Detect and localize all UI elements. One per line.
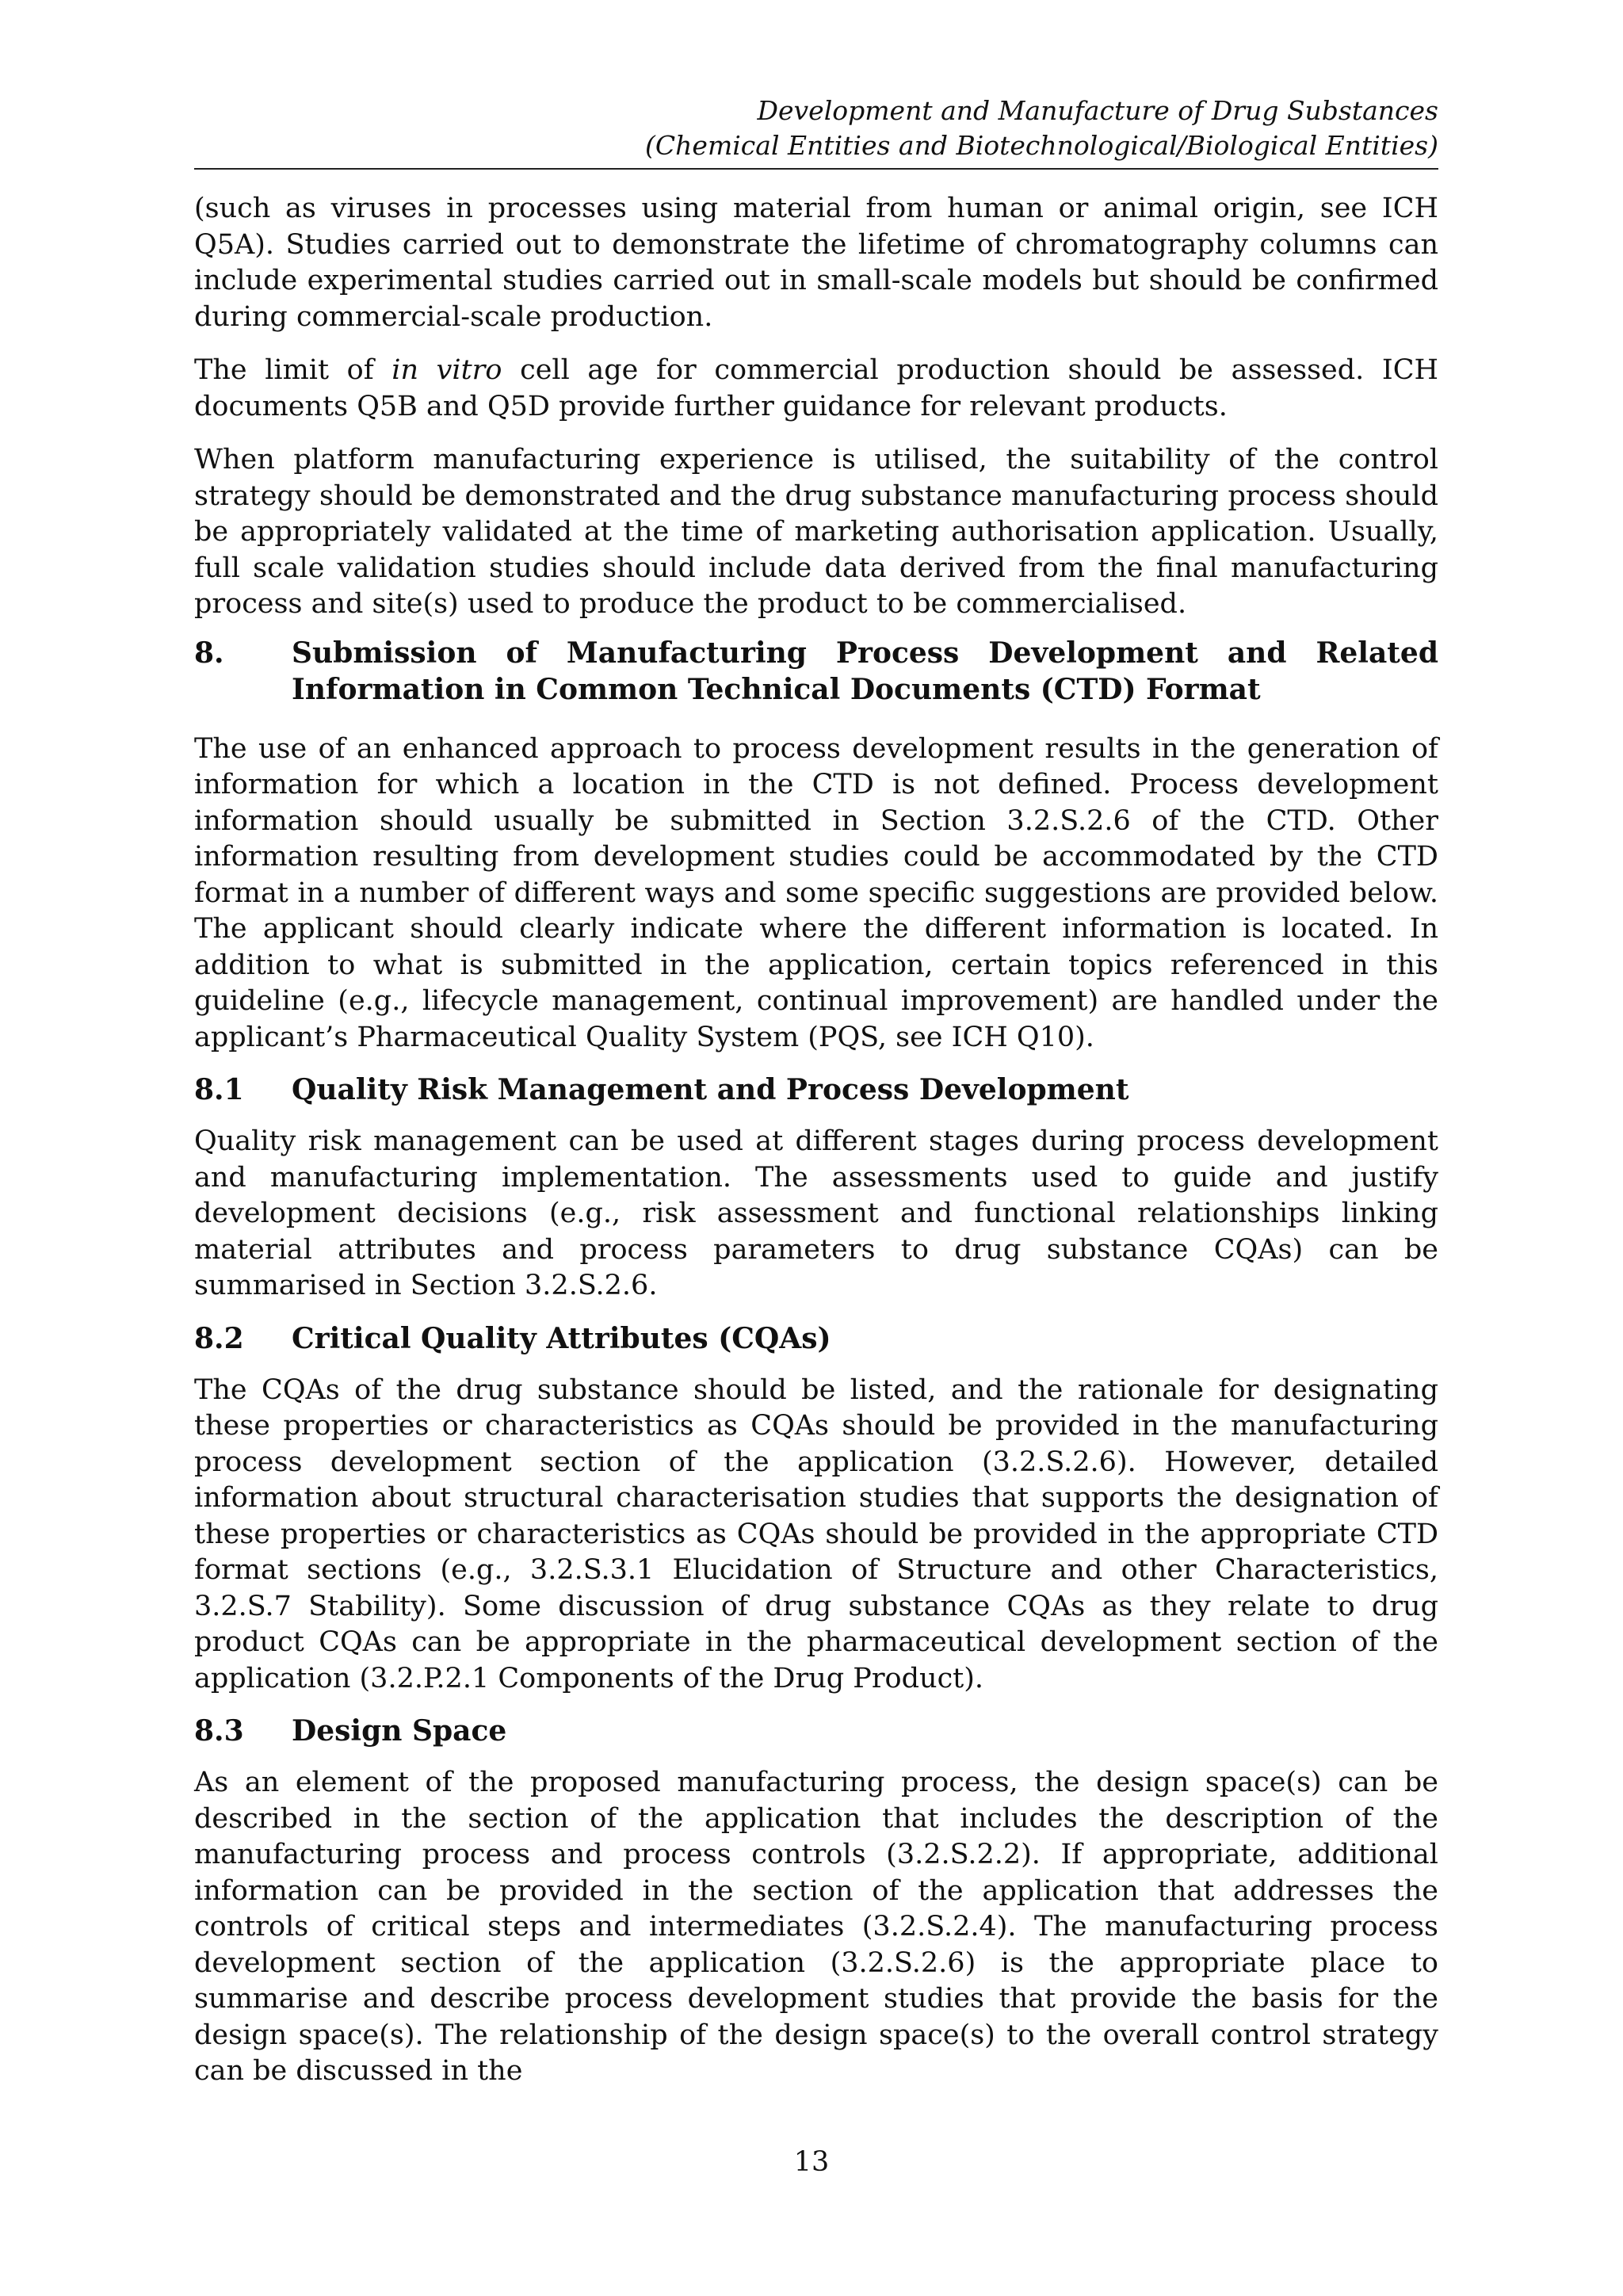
section-8-heading [194,635,1438,708]
header-line-1: Development and Manufacture of Drug Substances [757,95,1438,126]
intro-paragraph-1: (such as viruses in processes using material from human or animal origin, see ICH Q5A). Studies carried out to demonstrate the lifetime of chromatography columns can include experimental studies carried out in small-scale models but should be confirmed during commercial-scale production. [194,193,1438,333]
document-page [194,94,1438,2090]
running-header [194,94,1438,170]
section-8-2-title: Critical Quality Attributes (CQAs) [292,1321,831,1355]
section-8-3-title: Design Space [292,1714,507,1748]
section-8-3-heading [194,1713,1438,1749]
intro-paragraph-2 [194,353,1438,425]
cell-age-text-start: The limit of [194,354,392,386]
page-number: 13 [793,2146,830,2178]
section-8-3-number: 8.3 [194,1714,244,1748]
section-8-2-number: 8.2 [194,1321,244,1355]
in-vitro-italic: in vitro [391,354,502,386]
cell-age-text-end: cell age for commercial production should be assessed. ICH documents Q5B and Q5D provide further guidance for relevant products. [194,354,1439,422]
section-8-number: 8. [194,636,224,670]
section-8-1-number: 8.1 [194,1073,244,1106]
section-8-3-body: As an element of the proposed manufacturing process, the design space(s) can be described in the section of the application that includes the description of the manufacturing process and process controls (3.2.S.2.2). If appropriate, additional information can be provided in the section of the application that addresses the controls of critical steps and intermediates (3.2.S.2.4). The manufacturing process development section of the application (3.2.S.2.6) is the appropriate place to summarise and describe process development studies that provide the basis for the design space(s). The relationship of the design space(s) to the overall control strategy can be discussed in the [194,1767,1438,2087]
section-8-title: Submission of Manufacturing Process Development and Related Information in Common Technical Documents (CTD) Format [292,636,1438,706]
section-8-2-heading [194,1320,1438,1357]
header-line-2: (Chemical Entities and Biotechnological/Biological Entities) [645,130,1438,161]
section-8-2-body: The CQAs of the drug substance should be listed, and the rationale for designating these properties or characteristics as CQAs should be provided in the manufacturing process development section of the application (3.2.S.2.6). However, detailed information about structural characterisation studies that supports the designation of these properties or characteristics as CQAs should be provided in the appropriate CTD format sections (e.g., 3.2.S.3.1 Elucidation of Structure and other Characteristics, 3.2.S.7 Stability). Some discussion of drug substance CQAs as they relate to drug product CQAs can be appropriate in the pharmaceutical development section of the application (3.2.P.2.1 Components of the Drug Product). [194,1373,1438,1694]
section-8-1-body: Quality risk management can be used at different stages during process development and manufacturing implementation. The assessments used to guide and justify development decisions (e.g., risk assessment and functional relationships linking material attributes and process parameters to drug substance CQAs) can be summarised in Section 3.2.S.2.6. [194,1125,1438,1301]
section-8-1-heading [194,1072,1438,1108]
intro-paragraph-3: When platform manufacturing experience is utilised, the suitability of the control strategy should be demonstrated and the drug substance manufacturing process should be appropriately validated at the time of marketing authorisation application. Usually, full scale validation studies should include data derived from the final manufacturing process and site(s) used to produce the product to be commercialised. [194,444,1438,620]
section-8-1-title: Quality Risk Management and Process Development [292,1073,1129,1106]
section-8-body: The use of an enhanced approach to process development results in the generation of information for which a location in the CTD is not defined. Process development information should usually be submitted in Section 3.2.S.2.6 of the CTD. Other information resulting from development studies could be accommodated by the CTD format in a number of different ways and some specific suggestions are provided below. The applicant should clearly indicate where the different information is located. In addition to what is submitted in the application, certain topics referenced in this guideline (e.g., lifecycle management, continual improvement) are handled under the applicant’s Pharmaceutical Quality System (PQS, see ICH Q10). [194,732,1438,1053]
